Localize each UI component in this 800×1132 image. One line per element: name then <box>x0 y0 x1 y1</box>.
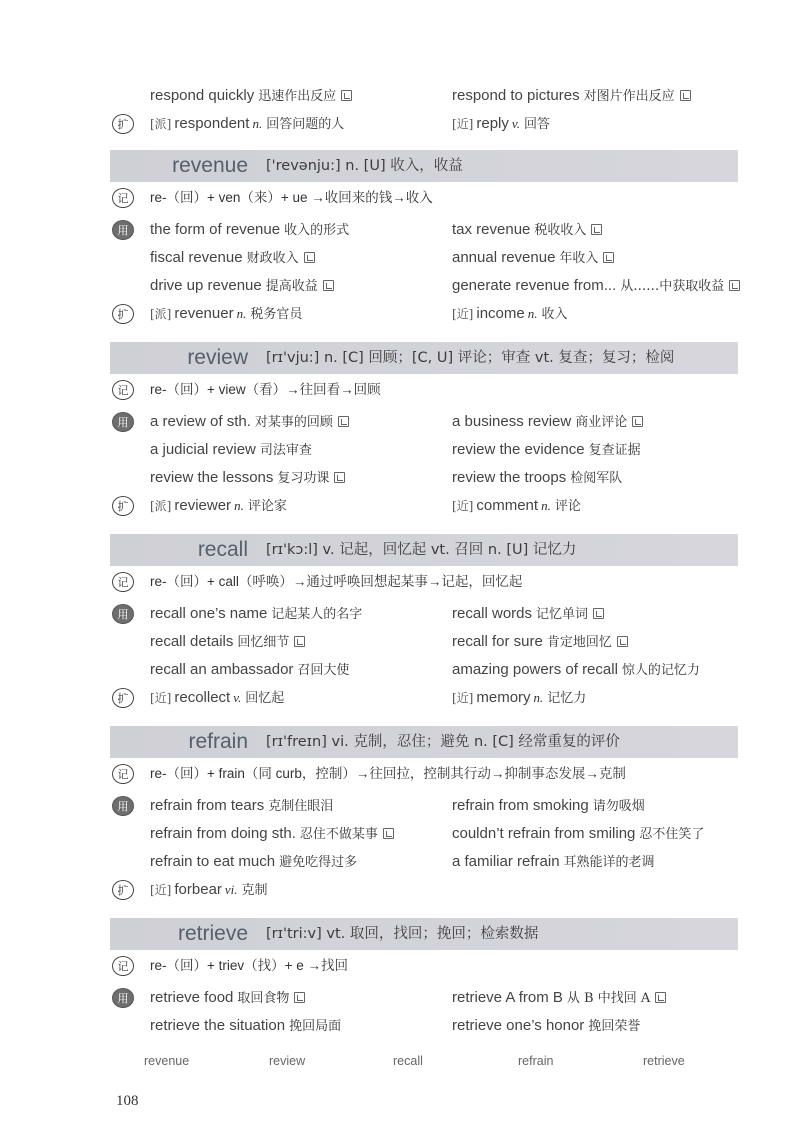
relation-tag: [近] <box>150 691 172 705</box>
mark-usage-icon: 用 <box>112 988 134 1008</box>
memory-row <box>112 762 752 786</box>
definition: [rɪ'tri:v] vt. 取回，找回；挽回；检索数据 <box>266 926 539 942</box>
memory-row <box>112 954 752 978</box>
part-of-speech: v. <box>511 116 520 131</box>
related-meaning: 回答 <box>523 117 550 132</box>
part-of-speech: n. <box>234 498 244 513</box>
headword: revenue <box>172 154 248 177</box>
related-meaning: 记忆力 <box>547 691 587 706</box>
collocation-en: review the evidence <box>452 441 585 458</box>
collocation-right <box>452 410 643 435</box>
audio-icon <box>591 224 602 235</box>
collocation-zh: 从 B 中找回 A <box>566 991 651 1006</box>
extension-left <box>150 686 284 711</box>
audio-icon <box>338 416 349 427</box>
collocation-left <box>150 410 349 435</box>
extension-row <box>112 494 752 518</box>
extension-left <box>150 112 344 137</box>
collocation-right <box>452 466 622 491</box>
collocation-left <box>150 658 349 683</box>
extension-left <box>150 494 287 519</box>
related-word: comment <box>476 497 539 514</box>
headword: recall <box>197 538 248 561</box>
memory-row <box>112 378 752 402</box>
collocation-en: respond to pictures <box>452 87 580 104</box>
page-number: 108 <box>116 1093 139 1109</box>
related-meaning: 评论家 <box>247 499 287 514</box>
collocation-row <box>112 218 752 242</box>
collocation-en: a review of sth. <box>150 413 251 430</box>
related-word: memory <box>476 689 531 706</box>
collocation-zh: 避免吃得过多 <box>279 855 358 870</box>
part-of-speech: n. <box>533 690 544 705</box>
collocation-left <box>150 466 345 491</box>
relation-tag: [近] <box>452 499 474 513</box>
collocation-en: refrain to eat much <box>150 853 276 870</box>
audio-icon <box>341 90 352 101</box>
footer-word: refrain <box>518 1054 554 1068</box>
collocation-right <box>452 822 704 847</box>
part-of-speech: v. <box>233 690 242 705</box>
related-meaning: 回答问题的人 <box>266 117 345 132</box>
mark-usage-icon: 用 <box>112 604 134 624</box>
collocation-en: retrieve food <box>150 989 234 1006</box>
collocation-row <box>112 822 752 846</box>
footer-word: review <box>269 1054 306 1068</box>
collocation-zh: 对图片作出反应 <box>583 89 675 104</box>
audio-icon <box>304 252 315 263</box>
collocation-right <box>452 438 641 463</box>
collocation-zh: 复查证据 <box>588 443 641 458</box>
mark-extension-icon: 扩 <box>112 880 134 900</box>
mark-extension-icon: 扩 <box>112 304 134 324</box>
collocation-en: recall words <box>452 605 533 622</box>
collocation-right <box>452 630 628 655</box>
audio-icon <box>617 636 628 647</box>
collocation-zh: 收入的形式 <box>284 223 350 238</box>
collocation-left <box>150 822 394 847</box>
extension-row <box>112 878 752 902</box>
footer-word: recall <box>393 1054 423 1068</box>
related-meaning: 评论 <box>554 499 581 514</box>
definition: ['revənju:] n. [U] 收入，收益 <box>266 158 463 174</box>
collocation-right <box>452 84 691 109</box>
extension-row <box>112 686 752 710</box>
collocation-en: recall an ambassador <box>150 661 294 678</box>
collocation-zh: 记忆单词 <box>536 607 589 622</box>
mark-memory-icon: 记 <box>112 956 134 976</box>
collocation-row <box>112 850 752 874</box>
audio-icon <box>334 472 345 483</box>
related-meaning: 克制 <box>241 883 268 898</box>
definition: [rɪ'freɪn] vi. 克制，忍住；避免 n. [C] 经常重复的评价 <box>266 734 620 750</box>
mark-memory-icon: 记 <box>112 764 134 784</box>
collocation-en: retrieve A from B <box>452 989 563 1006</box>
collocation-row <box>112 246 752 270</box>
collocation-row <box>112 602 752 626</box>
collocation-zh: 税收收入 <box>534 223 587 238</box>
audio-icon <box>383 828 394 839</box>
audio-icon <box>593 608 604 619</box>
collocation-zh: 司法审查 <box>259 443 312 458</box>
memory-row <box>112 570 752 594</box>
collocation-en: refrain from tears <box>150 797 265 814</box>
collocation-zh: 挽回局面 <box>289 1019 342 1034</box>
mark-extension-icon: 扩 <box>112 114 134 134</box>
collocation-row <box>112 794 752 818</box>
memory-row <box>112 186 752 210</box>
collocation-en: review the troops <box>452 469 567 486</box>
collocation-zh: 取回食物 <box>237 991 290 1006</box>
collocation-row <box>112 84 752 108</box>
collocation-en: refrain from doing sth. <box>150 825 296 842</box>
collocation-en: respond quickly <box>150 87 255 104</box>
collocation-en: recall one’s name <box>150 605 268 622</box>
footer-word: revenue <box>144 1054 190 1068</box>
collocation-row <box>112 410 752 434</box>
related-word: revenuer <box>174 305 234 322</box>
related-word: respondent <box>174 115 250 132</box>
collocation-left <box>150 438 312 463</box>
collocation-en: fiscal revenue <box>150 249 243 266</box>
collocation-row <box>112 438 752 462</box>
collocation-en: refrain from smoking <box>452 797 589 814</box>
collocation-row <box>112 274 752 298</box>
extension-row <box>112 112 752 136</box>
memory-text: re-（回）+ frain（同 curb，控制）→往回拉，控制其行动→抑制事态发展→克制 <box>150 766 626 781</box>
collocation-zh: 请勿吸烟 <box>592 799 645 814</box>
collocation-en: recall for sure <box>452 633 543 650</box>
audio-icon <box>603 252 614 263</box>
mark-usage-icon: 用 <box>112 220 134 240</box>
headword: review <box>187 346 248 369</box>
collocation-zh: 耳熟能详的老调 <box>563 855 655 870</box>
mark-usage-icon: 用 <box>112 412 134 432</box>
mark-extension-icon: 扩 <box>112 688 134 708</box>
collocation-en: a familiar refrain <box>452 853 560 870</box>
collocation-zh: 惊人的记忆力 <box>621 663 700 678</box>
collocation-left <box>150 986 305 1011</box>
collocation-zh: 从……中获取收益 <box>620 279 725 294</box>
mark-memory-icon: 记 <box>112 380 134 400</box>
collocation-right <box>452 602 604 627</box>
related-word: reply <box>476 115 509 132</box>
audio-icon <box>729 280 740 291</box>
headword-band <box>110 918 738 950</box>
extension-left <box>150 302 302 327</box>
collocation-row <box>112 658 752 682</box>
headword-band <box>110 150 738 182</box>
extension-right <box>452 302 568 327</box>
part-of-speech: n. <box>527 306 538 321</box>
related-word: reviewer <box>174 497 232 514</box>
memory-text: re-（回）+ ven（来）+ ue →收回来的钱→收入 <box>150 190 433 205</box>
related-meaning: 收入 <box>541 307 568 322</box>
headword-band <box>110 534 738 566</box>
part-of-speech: vi. <box>224 882 238 897</box>
collocation-zh: 记起某人的名字 <box>271 607 363 622</box>
relation-tag: [派] <box>150 307 172 321</box>
related-word: forbear <box>174 881 222 898</box>
collocation-zh: 忍不住笑了 <box>639 827 705 842</box>
collocation-en: retrieve the situation <box>150 1017 286 1034</box>
collocation-row <box>112 466 752 490</box>
headword-band <box>110 726 738 758</box>
collocation-left <box>150 1014 341 1039</box>
headword: retrieve <box>177 922 248 945</box>
collocation-left <box>150 84 352 109</box>
collocation-zh: 商业评论 <box>575 415 628 430</box>
extension-right <box>452 494 581 519</box>
collocation-right <box>452 1014 640 1039</box>
memory-text: re-（回）+ triev（找）+ e →找回 <box>150 958 349 973</box>
collocation-row <box>112 630 752 654</box>
collocation-en: a business review <box>452 413 572 430</box>
collocation-left <box>150 602 362 627</box>
collocation-right <box>452 246 614 271</box>
collocation-left <box>150 850 357 875</box>
collocation-zh: 挽回荣誉 <box>588 1019 641 1034</box>
collocation-zh: 迅速作出反应 <box>258 89 337 104</box>
headword: refrain <box>188 730 248 753</box>
memory-text: re-（回）+ view（看）→往回看→回顾 <box>150 382 381 397</box>
extension-row <box>112 302 752 326</box>
relation-tag: [派] <box>150 499 172 513</box>
audio-icon <box>323 280 334 291</box>
relation-tag: [派] <box>150 117 172 131</box>
part-of-speech: n. <box>541 498 551 513</box>
collocation-zh: 年收入 <box>559 251 599 266</box>
relation-tag: [近] <box>452 117 474 131</box>
collocation-left <box>150 630 305 655</box>
collocation-row <box>112 1014 752 1038</box>
audio-icon <box>632 416 643 427</box>
collocation-row <box>112 986 752 1010</box>
relation-tag: [近] <box>452 307 474 321</box>
headword-band <box>110 342 738 374</box>
related-word: income <box>476 305 525 322</box>
collocation-zh: 召回大使 <box>297 663 350 678</box>
collocation-en: recall details <box>150 633 234 650</box>
collocation-zh: 肯定地回忆 <box>546 635 612 650</box>
collocation-en: a judicial review <box>150 441 256 458</box>
collocation-zh: 提高收益 <box>265 279 318 294</box>
collocation-right <box>452 218 602 243</box>
part-of-speech: n. <box>236 306 247 321</box>
collocation-right <box>452 850 655 875</box>
audio-icon <box>680 90 691 101</box>
definition: [rɪ'vju:] n. [C] 回顾；[C, U] 评论；审查 vt. 复查；复习；检阅 <box>266 350 675 366</box>
audio-icon <box>294 992 305 1003</box>
collocation-left <box>150 274 334 299</box>
collocation-en: drive up revenue <box>150 277 262 294</box>
collocation-en: annual revenue <box>452 249 556 266</box>
collocation-right <box>452 274 740 299</box>
collocation-zh: 对某事的回顾 <box>254 415 333 430</box>
collocation-zh: 财政收入 <box>246 251 299 266</box>
related-meaning: 回忆起 <box>245 691 285 706</box>
definition: [rɪ'kɔ:l] v. 记起，回忆起 vt. 召回 n. [U] 记忆力 <box>266 542 577 558</box>
collocation-en: couldn’t refrain from smiling <box>452 825 636 842</box>
audio-icon <box>294 636 305 647</box>
audio-icon <box>655 992 666 1003</box>
collocation-en: review the lessons <box>150 469 274 486</box>
footer-word: retrieve <box>643 1054 685 1068</box>
collocation-right <box>452 794 645 819</box>
related-meaning: 税务官员 <box>250 307 303 322</box>
collocation-zh: 检阅军队 <box>570 471 623 486</box>
collocation-left <box>150 794 333 819</box>
collocation-right <box>452 658 700 683</box>
collocation-en: generate revenue from... <box>452 277 617 294</box>
collocation-en: tax revenue <box>452 221 531 238</box>
extension-right <box>452 112 550 137</box>
relation-tag: [近] <box>452 691 474 705</box>
mark-memory-icon: 记 <box>112 188 134 208</box>
collocation-zh: 复习功课 <box>277 471 330 486</box>
relation-tag: [近] <box>150 883 172 897</box>
extension-left <box>150 878 268 903</box>
collocation-zh: 克制住眼泪 <box>268 799 334 814</box>
collocation-en: retrieve one’s honor <box>452 1017 585 1034</box>
collocation-en: amazing powers of recall <box>452 661 618 678</box>
memory-text: re-（回）+ call（呼唤）→通过呼唤回想起某事→记起，回忆起 <box>150 574 523 589</box>
mark-memory-icon: 记 <box>112 572 134 592</box>
part-of-speech: n. <box>252 116 263 131</box>
related-word: recollect <box>174 689 231 706</box>
collocation-en: the form of revenue <box>150 221 281 238</box>
collocation-left <box>150 218 349 243</box>
collocation-zh: 回忆细节 <box>237 635 290 650</box>
mark-extension-icon: 扩 <box>112 496 134 516</box>
mark-usage-icon: 用 <box>112 796 134 816</box>
collocation-left <box>150 246 315 271</box>
extension-right <box>452 686 586 711</box>
collocation-right <box>452 986 666 1011</box>
collocation-zh: 忍住不做某事 <box>299 827 378 842</box>
